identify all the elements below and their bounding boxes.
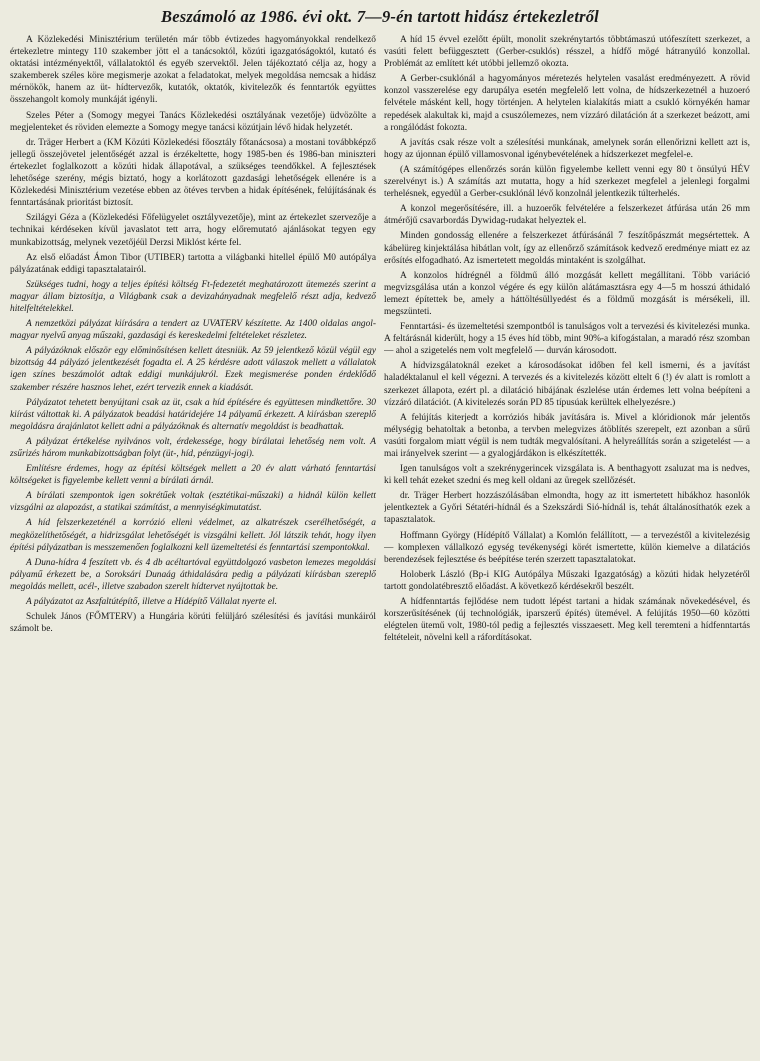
paragraph: A bírálati szempontok igen sokrétűek voltak (esztétikai-műszaki) a hidnál külön kellett vizsgálni az alapozást, a statikai számítást, a mennyiségkimutatást. xyxy=(10,491,376,514)
paragraph: Igen tanulságos volt a szekrénygerincek vizsgálata is. A benthagyott zsaluzat ma is nedves, ki kell tehát ezeket szedni és meg kell oldani az üregek szellőzését. xyxy=(384,464,750,487)
paragraph: Szeles Péter a (Somogy megyei Tanács Közlekedési osztályának vezetője) üdvözölte a megjelenteket és röviden elemezte a Somogy megye tanácsi közútjain lévő hidak helyzetét. xyxy=(10,110,376,133)
paragraph: A híd felszerkezeténél a korrózió elleni védelmet, az alkatrészek cserélhetőségét, a megközelíthetőségét, a hidrizsgálat lehetőségét is vizsgálni kellett. Jól látszik tehát, hogy ilyen építési pályázatban is messzemenően foglalkozni kell üzemeltetési és fenntartási szempontokkal. xyxy=(10,518,376,553)
paragraph: A hídfenntartás fejlődése nem tudott lépést tartani a hidak számának növekedésével, és korszerűsítésének (új technológiák, iparszerű építés) ütemével. A felújítás 1950—60 közötti elégtelen ütemű volt, 1980-tól pedig a fejlesztés visszaesett. Meg kell teremteni a hídfenntartás feltételeit, növelni kell a ráfordításokat. xyxy=(384,597,750,644)
paragraph: Hoffmann György (Hídépítő Vállalat) a Komlón felállított, — a tervezéstől a kivitelezésig — komplexen vállalkozó egység tevékenységi körét ismertette, külön kiemelve a dilatációs berendezések fejlesztése és beépítése terén szerzett tapasztalatokat. xyxy=(384,530,750,565)
page-title: Beszámoló az 1986. évi okt. 7—9-én tartott hidász értekezletről xyxy=(161,7,599,26)
paragraph: A híd 15 évvel ezelőtt épült, monolit szekrénytartós többtámaszú utófeszített szerkezet, a vasúti felett befüggesztett (Gerber-csuklós) résszel, a hídfő mögé hátranyúló konzollal. Problémát az említett két utóbbi jellemző okozta. xyxy=(384,35,750,70)
paragraph: A Közlekedési Minisztérium területén már több évtizedes hagyományokkal rendelkező értekezletre mintegy 110 szakember jött el a tanácsoktól, közúti igazgatóságoktól, kutató és oktatási intézményektől, vállalatoktól és egyéb szervektől. Jelen tájékoztató célja az, hogy a szakemberek széles köre megismerje azokat a feladatokat, melyek megoldása nemcsak a hidász mérnökök, hanem az üt- hídtervezők, kutatók, oktatók, kivitelezők és fenntartók együttes összehangolt komoly munkáját igényli. xyxy=(10,35,376,106)
paragraph: A Gerber-csuklónál a hagyományos méretezés helytelen vasalást eredményezett. A rövid konzol vasszerelése egy darupálya esetén megfelelő lett volna, de hídszerkezetnél a huzoeró felvétele másként kell, hogy történjen. A helytelen kialakítás miatt a csukló környékén hamar repedések alakultak ki, majd a csuszólemezes, nem vízzáró dilatáción át a szerkezet beázott, ami a rongálódást fokozta. xyxy=(384,74,750,133)
paragraph: (A számítógépes ellenőrzés során külön figyelembe kellett venni egy 80 t önsúlyú HÉV szerelvényt is.) A számítás azt mutatta, hogy a híd szerkezet megfelel a jelenlegi forgalmi terhelésnek, egyedül a Gerber-csuklónál lévő konzolnál jelentkezik túlterhelés. xyxy=(384,164,750,200)
right-column xyxy=(384,34,750,1054)
paragraph: A felújítás kiterjedt a korróziós hibák javítására is. Mivel a klóridionok már jelentős mélységig behatoltak a betonba, a tervben melegvizes átöblítés szerepelt, ezt azonban a sűrű vasúti forgalom miatt végül is nem tudták megvalósítani. A helyreállítás során a szigetelést — a mai irányelvek szerint — a gyalogjárdákon is elkészítették. xyxy=(384,412,750,459)
paragraph: Holoberk László (Bp-i KIG Autópálya Műszaki Igazgatóság) a közúti hidak helyzetéről tartott gondolatébresztő előadást. A következő kérdésekről beszélt. xyxy=(384,569,750,592)
left-column xyxy=(10,34,376,1054)
paragraph: dr. Träger Herbert a (KM Közúti Közlekedési főosztály főtanácsosa) a mostani továbbképző jellegű összejövetel jelentőségét azzal is érzékeltette, hogy 1985-ben és 1986-ban miniszteri értekezlet foglalkozott a közúti hidak állapotával, a szükséges teendőkkel. A fejlesztések lehetősége szerény, mégis biztató, hogy a korlátozott gazdasági lehetőségek ellenére is a Közlekedési Minisztérium vezetése ebben az ötéves tervben a hidak építésének, felújításának és fenntartásának prioritást biztosít. xyxy=(10,137,376,209)
paragraph: Szilágyi Géza a (Közlekedési Főfelügyelet osztályvezetője), mint az értekezlet szervezője a technikai kérdéseken kívül javaslatot tett arra, hogy előremutató ajánlásokat tegyen egy munkabizottság, melynek vezetőjéül Derzsi Miklóst kérte fel. xyxy=(10,213,376,248)
paragraph: Említésre érdemes, hogy az építési költségek mellett a 20 év alatt várható fenntartási költségeket is figyelembe kellett venni a bírálati árnál. xyxy=(10,464,376,487)
paragraph: Pályázatot tehetett benyújtani csak az üt, csak a híd építésére és együttesen mindkettőre. 30 kiírást váltottak ki. A pályázatok beadási határidejére 14 pályamű érkezett. A kiírásban szereplő megoldásra árajánlatot kellett adni a pályázóknak és alternatív megoldást is beadhattak. xyxy=(10,397,376,432)
paragraph: A nemzetközi pályázat kiírására a tendert az UVATERV készítette. Az 1400 oldalas angol-magyar nyelvű anyag műszaki, gazdasági és kereskedelmi feltételeket részletez. xyxy=(10,319,376,342)
paragraph: A Duna-hídra 4 feszített vb. és 4 db acéltartóval együttdolgozó vasbeton lemezes megoldási pályamű érkezett be, a Soroksári Dunaág áthidalására pedig a pályázati kiírásban szereplő megoldás mellett, acél-, illetve szabadon szerelt hídtervet nyújtottak be. xyxy=(10,557,376,592)
paragraph: A pályázatot az Aszfaltútépítő, illetve a Hídépítő Vállalat nyerte el. xyxy=(26,597,277,608)
paragraph: Minden gondosság ellenére a felszerkezet átfúrásánál 7 feszítőpászmát megsértettek. A kábelüreg kinjektálása hibátlan volt, így az ellenőrző számítások kedvező eredménye miatt ez az erősítés elfogadható. Az ismertetett megoldás mintaként is szolgálhat. xyxy=(384,231,750,266)
paragraph: Fenntartási- és üzemeltetési szempontból is tanulságos volt a tervezési és kivitelezési munka. A feltárásnál kiderült, hogy a 15 éves híd több, mint 90%-a kifogástalan, a maradó rész szomban — ahol a szigetelés nem volt megfelelő — durván károsodott. xyxy=(384,322,750,357)
paragraph: A konzol megerősítésére, ill. a huzoerők felvételére a felszerkezet átfúrása után 26 mm átmérőjű csavarbordás Dywidag-rudakat helyeztek el. xyxy=(384,204,750,227)
paragraph: Schulek János (FŐMTERV) a Hungária körúti felüljáró szélesítési és javítási munkáiról számolt be. xyxy=(10,612,376,635)
paragraph: A pályázóknak először egy előminősítésen kellett átesniük. Az 59 jelentkező közül végül egy bizottság 44 pályázó jelentkezését fogadta el. A 25 kérdésre adott válaszok mellett a vállalatok igen színes beszámolót adtak eddigi munkájukról. Ezek megismerése ponden érdeklődő szakember részére hasznos lehet, ezért tervezik ennek a kiadását. xyxy=(10,346,376,393)
text-columns xyxy=(10,34,750,1054)
paragraph: Az első előadást Ámon Tibor (UTIBER) tartotta a világbanki hitellel épülő M0 autópálya pályázatának eddigi tapasztalatairól. xyxy=(10,252,376,275)
paragraph: A pályázat értékelése nyilvános volt, érdekessége, hogy bírálatai lehetőség nem volt. A zsűrizés három munkabizottságban folyt (üt-, híd, pénzügyi-jogi). xyxy=(10,436,376,459)
paragraph: A javítás csak része volt a szélesítési munkának, amelynek során ellenőrizni kellett azt is, hogy az újonnan épülő villamosvonal igénybevételének a hídszerkezet megfelel-e. xyxy=(384,137,750,160)
paragraph: Szükséges tudni, hogy a teljes építési költség Ft-fedezetét meghatározott ütemezés szerint a magyar állam biztosítja, a Világbank csak a devizahányadnak megfelelő részt adja, kedvező hitelfeltételekkel. xyxy=(10,279,376,314)
paragraph: A konzolos hídrégnél a földmű álló mozgását kellett megállítani. Több variáció megvizsgálása után a konzol végére és egy külön alátámasztásra egy 4—5 m hosszú áthidaló lemezt építettek be, amely a háttöltésüllyedést és a földmű mozgását is mérsékeli, ill. megszünteti. xyxy=(384,270,750,317)
paragraph: dr. Träger Herbert hozzászólásában elmondta, hogy az itt ismertetett hibákhoz hasonlók jelentkeztek a Győri Sétatéri-hídnál és a Szekszárdi Sió-hídnál is, tehát általánosíthatók ezek a tapasztalatok. xyxy=(384,491,750,526)
paragraph: A hídvizsgálatoknál ezeket a károsodásokat időben fel kell ismerni, és a javítást haladéktalanul el kell végezni. A tervezés és a kivitelezés között eltelt 6 (!) év alatt is romlott a szerkezet állapota, ezért pl. a dilatáció hibájának észlelése után érdemes lett volna beépíteni a vízzáró dilatációt. (A kivitelezés során PD 85 típusúak kerültek elhelyezésre.) xyxy=(384,361,750,408)
